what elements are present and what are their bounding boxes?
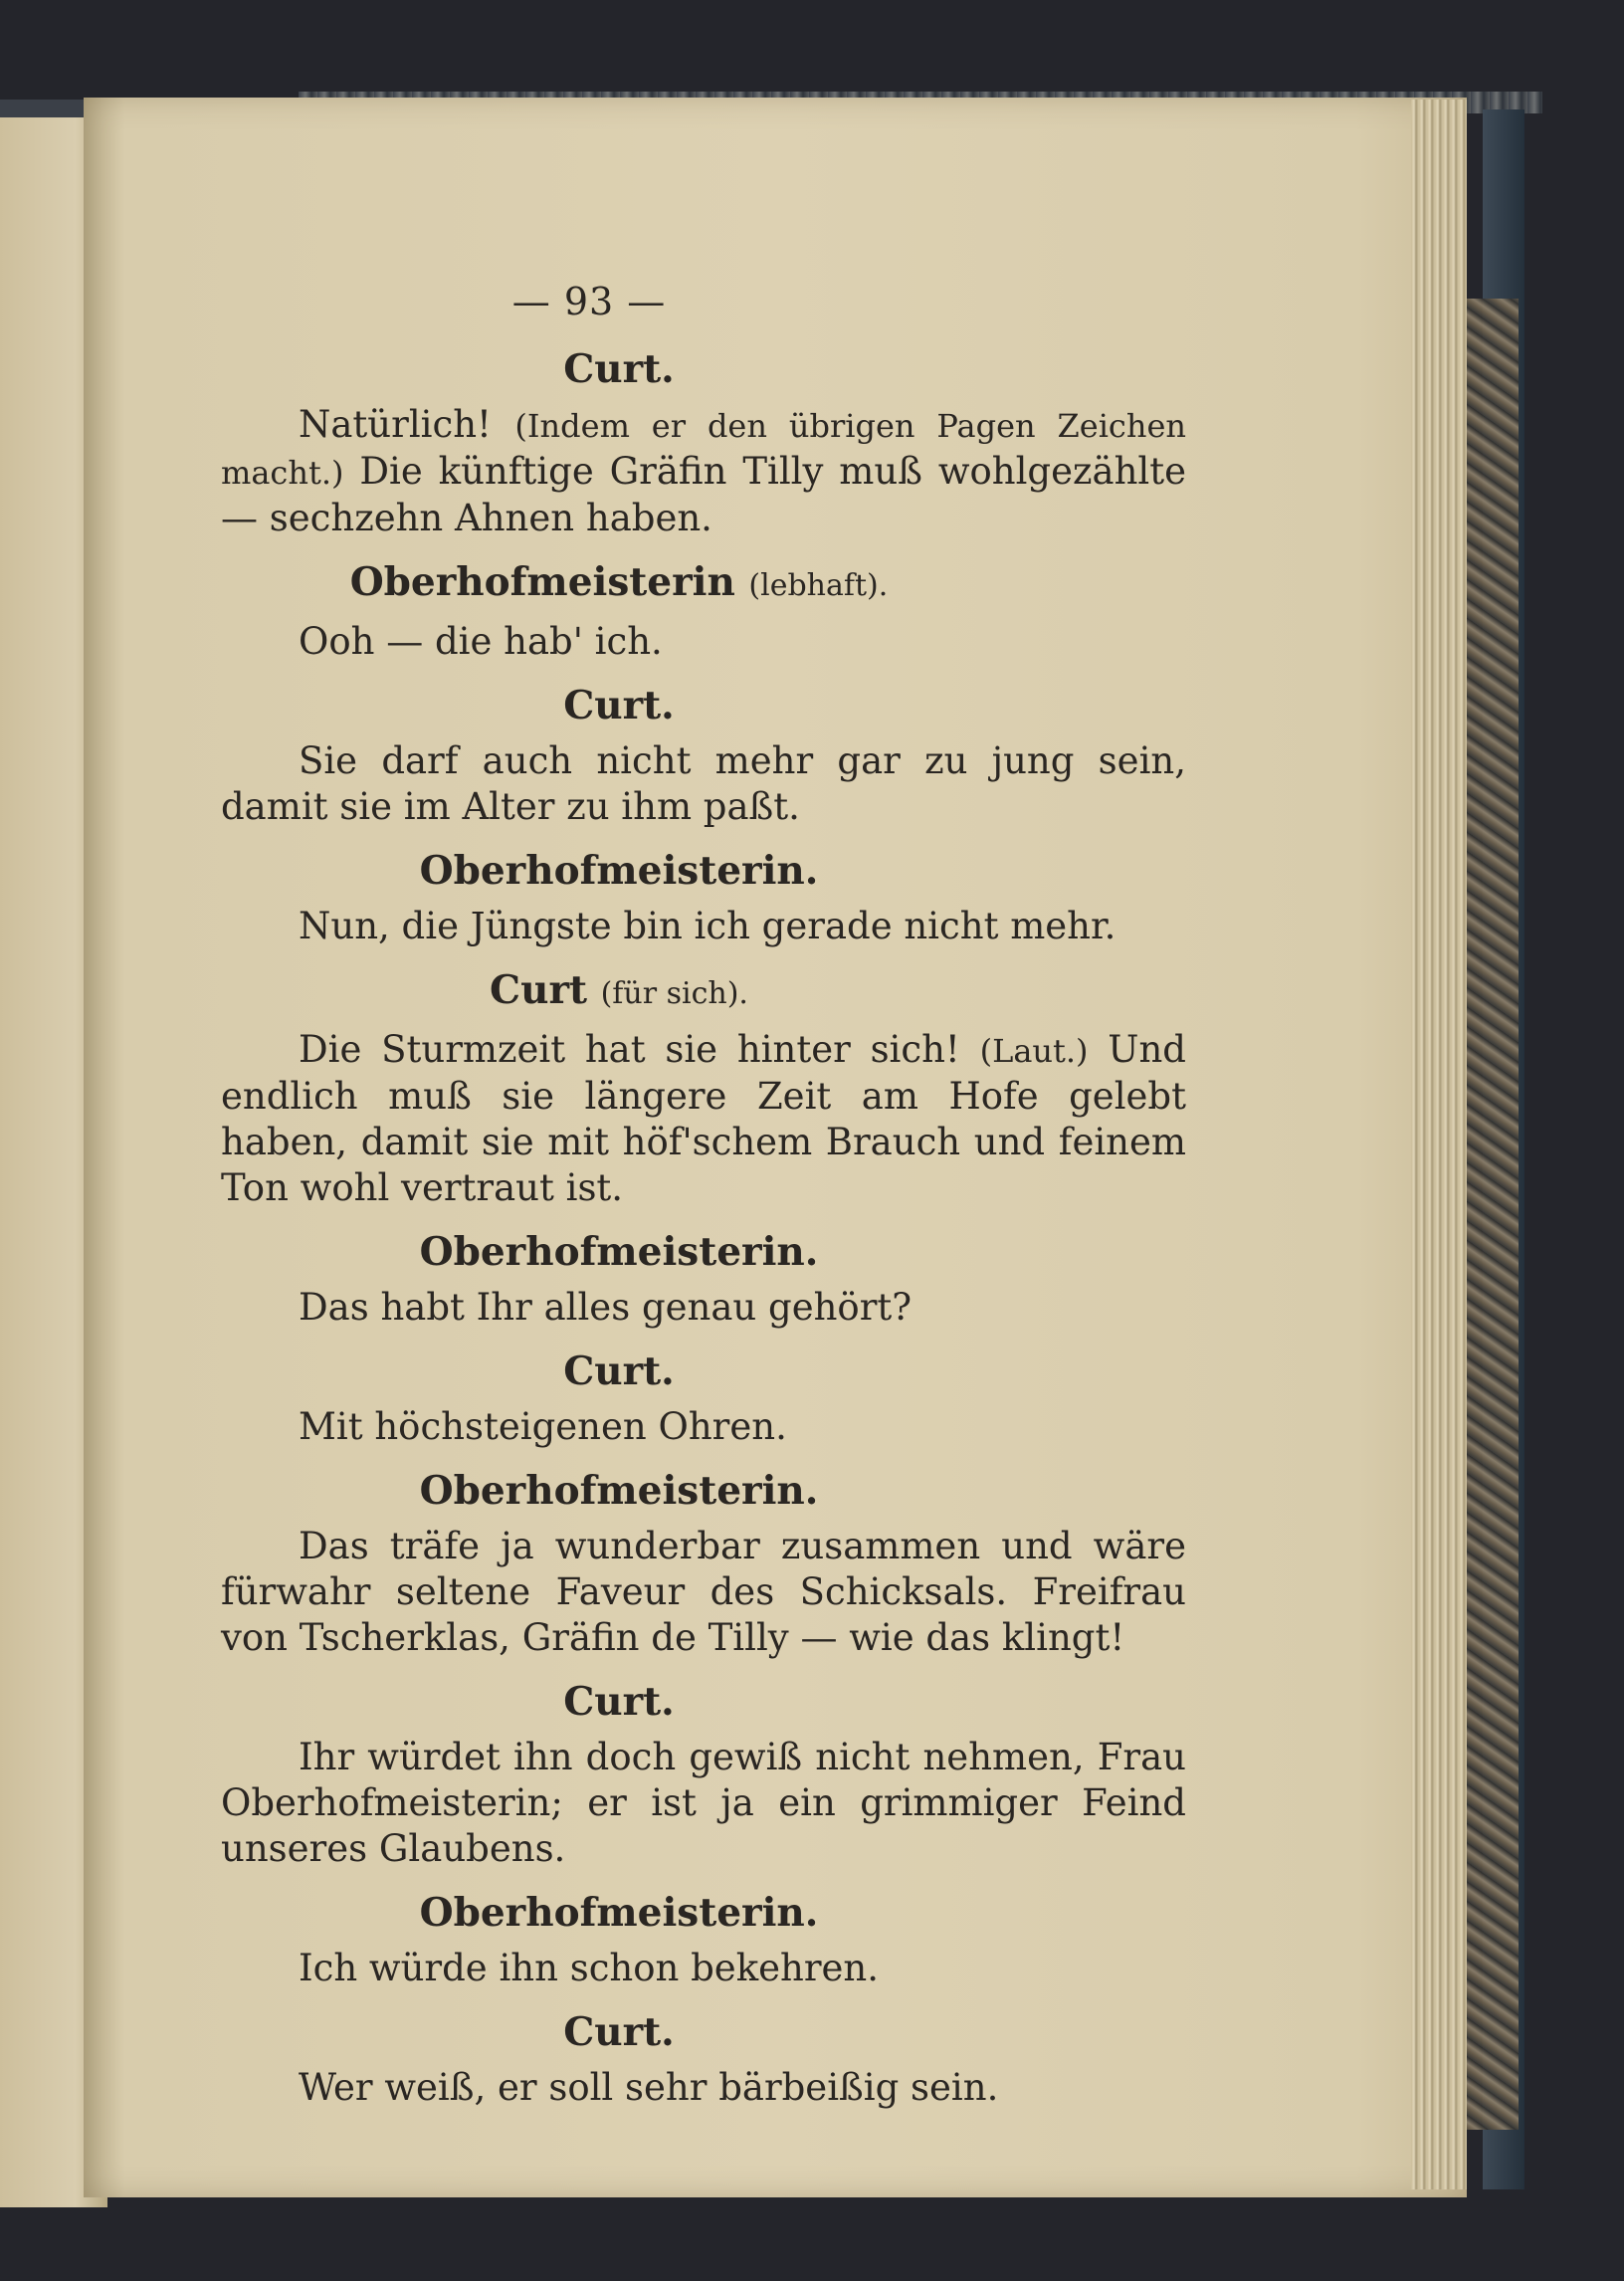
page-number: — 93 —	[511, 280, 667, 323]
dialogue-block	[221, 1679, 1216, 1872]
speaker-label: Oberhofmeisterin.	[419, 848, 819, 894]
speaker-label: Curt.	[563, 1348, 675, 1394]
speaker-name	[281, 559, 957, 609]
dialogue-block	[221, 346, 1216, 541]
speaker-name	[281, 1679, 957, 1725]
dialogue-segment: Wer weiß, er soll sehr bärbeißig sein.	[299, 2066, 999, 2109]
dialogue-block	[221, 1890, 1216, 1991]
speaker-label: Oberhofmeisterin.	[419, 1229, 819, 1275]
dialogue-text	[221, 1735, 1186, 1872]
stage-direction: (Laut.)	[979, 1032, 1089, 1070]
dialogue-segment: Ich würde ihn schon bekehren.	[299, 1947, 880, 1989]
dialogue-text	[221, 904, 1186, 949]
marbled-edge	[1461, 299, 1519, 2130]
stage-direction: (für sich).	[600, 976, 748, 1011]
dialogue-text	[221, 402, 1186, 541]
stage-direction: (Indem er den übrigen Pagen Zeichen macht.)	[221, 407, 1187, 492]
dialogue-block	[221, 559, 1216, 665]
dialogue-text	[221, 1027, 1186, 1211]
dialogue-text	[221, 619, 1186, 665]
dialogue-segment: Natürlich!	[299, 403, 515, 446]
dialogue-text	[221, 1524, 1186, 1661]
speaker-label: Oberhofmeisterin.	[419, 1890, 819, 1936]
dialogue-text	[221, 1946, 1186, 1991]
dialogue-segment: Und endlich muß sie längere Zeit am Hofe gelebt haben, damit sie mit höf'schem Brauch und feinem Ton wohl vertraut ist.	[221, 1028, 1186, 1209]
dialogue-segment: Nun, die Jüngste bin ich gerade nicht mehr.	[299, 905, 1116, 947]
dialogue-block	[221, 683, 1216, 830]
dialogue-segment: Mit höchsteigenen Ohren.	[299, 1405, 787, 1448]
dialogue-block	[221, 1348, 1216, 1450]
speaker-label: Curt.	[563, 683, 675, 728]
dialogue-text	[221, 1285, 1186, 1331]
stage-direction: (lebhaft).	[748, 568, 889, 603]
dialogue-segment: Das träfe ja wunderbar zusammen und wäre fürwahr seltene Faveur des Schicksals. Freifrau von Tscherklas, Gräfin de Tilly — wie das klingt!	[221, 1525, 1186, 1659]
dialogue-block	[221, 1468, 1216, 1661]
dialogue-block	[221, 1229, 1216, 1331]
speaker-name	[281, 683, 957, 728]
speaker-name	[281, 848, 957, 894]
dialogue-segment: Die künftige Gräfin Tilly muß wohlgezählte — sechzehn Ahnen haben.	[221, 450, 1186, 539]
dialogue-text	[221, 738, 1186, 830]
dialogue-text	[221, 2065, 1186, 2111]
speaker-name	[281, 2009, 957, 2055]
dialogue-segment: Ihr würdet ihn doch gewiß nicht nehmen, Frau Oberhofmeisterin; er ist ja ein grimmiger Feind unseres Glaubens.	[221, 1736, 1186, 1870]
page-text	[221, 279, 1216, 2119]
speaker-name	[281, 346, 957, 392]
dialogue-segment: Ooh — die hab' ich.	[299, 620, 663, 663]
dialogue-segment: Sie darf auch nicht mehr gar zu jung sein, damit sie im Alter zu ihm paßt.	[221, 739, 1186, 828]
dialogue-segment: Das habt Ihr alles genau gehört?	[299, 1286, 913, 1329]
page-stack-edges	[1411, 100, 1467, 2189]
speaker-label: Oberhofmeisterin.	[419, 1468, 819, 1514]
speaker-name	[281, 1229, 957, 1275]
speaker-name	[281, 1468, 957, 1514]
speaker-label: Curt	[490, 967, 588, 1013]
dialogue-segment: Die Sturmzeit hat sie hinter sich!	[299, 1028, 980, 1071]
speaker-label: Oberhofmeisterin	[349, 559, 735, 605]
speaker-name	[281, 1890, 957, 1936]
dialogue-text	[221, 1404, 1186, 1450]
dialogue-block	[221, 2009, 1216, 2111]
speaker-name	[281, 967, 957, 1017]
dialogue-block	[221, 848, 1216, 949]
speaker-label: Curt.	[563, 2009, 675, 2055]
speaker-label: Curt.	[563, 1679, 675, 1725]
speaker-label: Curt.	[563, 346, 675, 392]
speaker-name	[281, 1348, 957, 1394]
dialogue-block	[221, 967, 1216, 1211]
